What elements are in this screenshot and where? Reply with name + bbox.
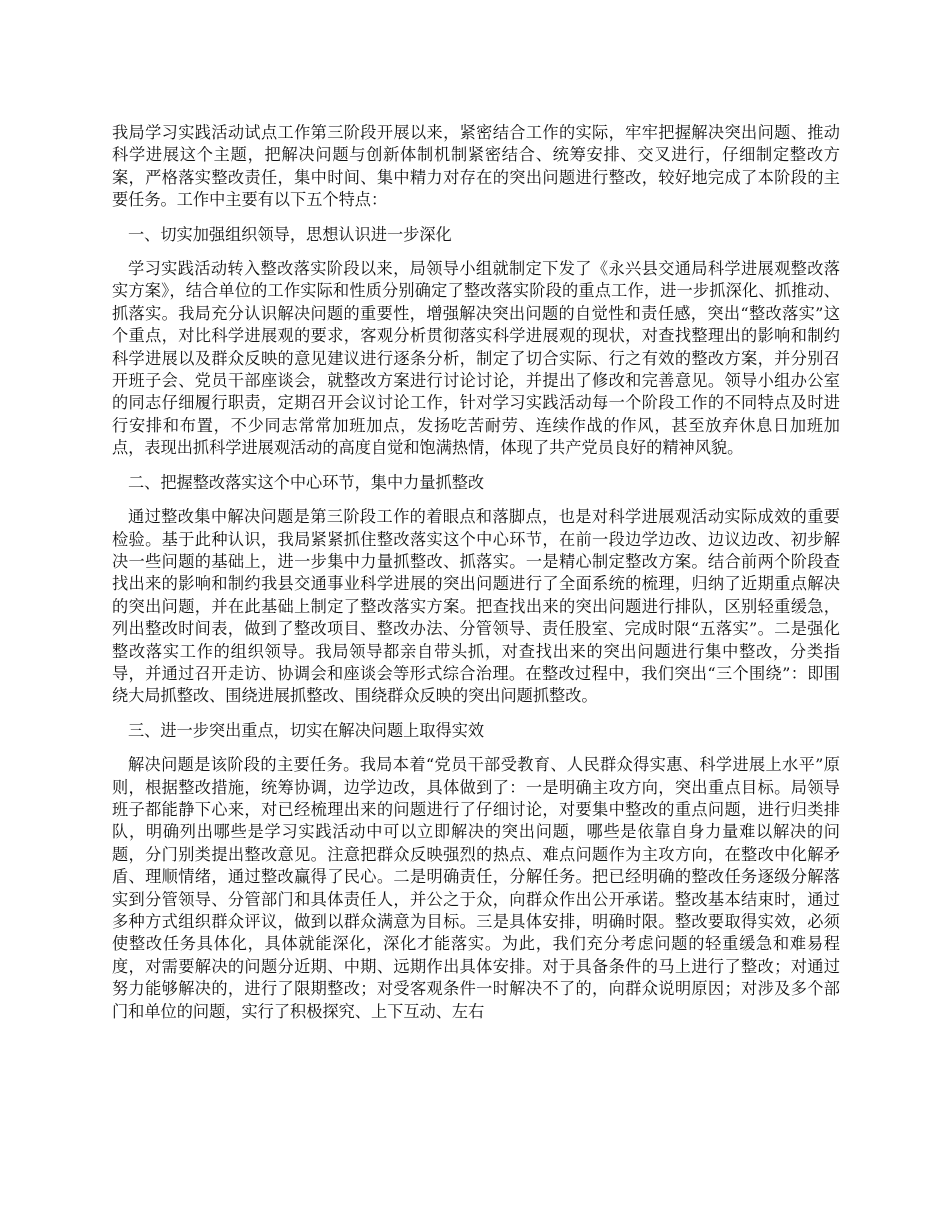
intro-paragraph: 我局学习实践活动试点工作第三阶段开展以来，紧密结合工作的实际，牢牢把握解决突出问题、推动科学进展这个主题，把解决问题与创新体制机制紧密结合、统筹安排、交叉进行，仔细制定整改方案，严格落实整改责任，集中时间、集中精力对存在的突出问题进行整改，较好地完成了本阶段的主要任务。工作中主要有以下五个特点： (112, 123, 840, 210)
section-2-body: 通过整改集中解决问题是第三阶段工作的着眼点和落脚点，也是对科学进展观活动实际成效的重要检验。基于此种认识，我局紧紧抓住整改落实这个中心环节，在前一段边学边改、边议边改、初步解决一些问题的基础上，进一步集中力量抓整改、抓落实。一是精心制定整改方案。结合前两个阶段查找出来的影响和制约我县交通事业科学进展的突出问题进行了全面系统的梳理，归纳了近期重点解决的突出问题，并在此基础上制定了整改落实方案。把查找出来的突出问题进行排队，区别轻重缓急，列出整改时间表，做到了整改项目、整改办法、分管领导、责任股室、完成时限“五落实”。二是强化整改落实工作的组织领导。我局领导都亲自带头抓，对查找出来的突出问题进行集中整改，分类指导，并通过召开走访、协调会和座谈会等形式综合治理。在整改过程中，我们突出“三个围绕”：即围绕大局抓整改、围绕进展抓整改、围绕群众反映的突出问题抓整改。 (112, 507, 840, 706)
document-page (112, 122, 840, 1035)
section-1-heading: 一、切实加强组织领导，思想认识进一步深化 (128, 224, 452, 244)
section-3-body: 解决问题是该阶段的主要任务。我局本着“党员干部受教育、人民群众得实惠、科学进展上水平”原则，根据整改措施，统筹协调，边学边改，具体做到了：一是明确主攻方向，突出重点目标。局领导班子都能静下心来，对已经梳理出来的问题进行了仔细讨论，对要集中整改的重点问题，进行归类排队，明确列出哪些是学习实践活动中可以立即解决的突出问题，哪些是依靠自身力量难以解决的问题，分门别类提出整改意见。注意把群众反映强烈的热点、难点问题作为主攻方向，在整改中化解矛盾、理顺情绪，通过整改赢得了民心。二是明确责任，分解任务。把已经明确的整改任务逐级分解落实到分管领导、分管部门和具体责任人，并公之于众，向群众作出公开承诺。整改基本结束时，通过多种方式组织群众评议，做到以群众满意为目标。三是具体安排，明确时限。整改要取得实效，必须使整改任务具体化，具体就能深化，深化才能落实。为此，我们充分考虑问题的轻重缓急和难易程度，对需要解决的问题分近期、中期、远期作出具体安排。对于具备条件的马上进行了整改；对通过努力能够解决的，进行了限期整改；对受客观条件一时解决不了的，向群众说明原因；对涉及多个部门和单位的问题，实行了积极探究、上下互动、左右 (112, 755, 840, 1021)
section-3-heading: 三、进一步突出重点，切实在解决问题上取得实效 (128, 720, 485, 740)
section-2-heading: 二、把握整改落实这个中心环节，集中力量抓整改 (128, 472, 485, 492)
section-1-body: 学习实践活动转入整改落实阶段以来，局领导小组就制定下发了《永兴县交通局科学进展观整改落实方案》，结合单位的工作实际和性质分别确定了整改落实阶段的重点工作，进一步抓深化、抓推动、抓落实。我局充分认识解决问题的重要性，增强解决突出问题的自觉性和责任感，突出“整改落实”这个重点，对比科学进展观的要求，客观分析贯彻落实科学进展观的现状，对查找整理出的影响和制约科学进展以及群众反映的意见建议进行逐条分析，制定了切合实际、行之有效的整改方案，并分别召开班子会、党员干部座谈会，就整改方案进行讨论讨论，并提出了修改和完善意见。领导小组办公室的同志仔细履行职责，定期召开会议讨论工作，针对学习实践活动每一个阶段工作的不同特点及时进行安排和布置，不少同志常常加班加点，发扬吃苦耐劳、连续作战的作风，甚至放弃休息日加班加点，表现出抓科学进展观活动的高度自觉和饱满热情，体现了共产党员良好的精神风貌。 (112, 259, 840, 458)
